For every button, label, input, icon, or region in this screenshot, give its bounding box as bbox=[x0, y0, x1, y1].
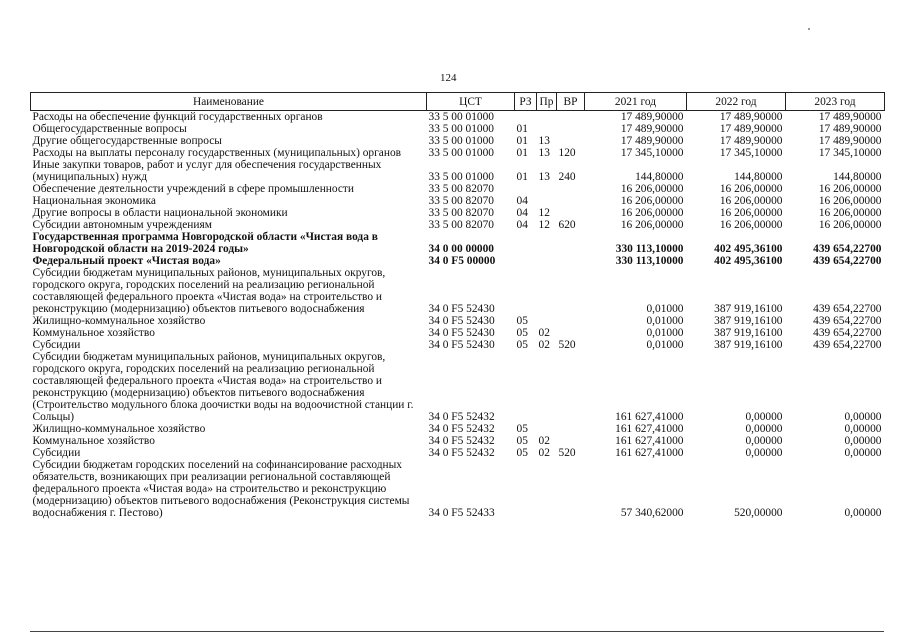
table-row bbox=[31, 339, 885, 351]
row-pr-cell: 13 bbox=[538, 147, 550, 159]
row-rz-cell: 04 bbox=[516, 207, 528, 219]
row-vr-cell bbox=[557, 111, 585, 124]
budget-table bbox=[30, 92, 885, 519]
row-pr-cell bbox=[537, 267, 557, 315]
row-vr-cell bbox=[557, 351, 585, 423]
row-2022-cell: 0,00000 bbox=[745, 447, 783, 459]
row-2022-cell: 17 489,90000 bbox=[719, 123, 783, 135]
row-vr-cell bbox=[557, 135, 585, 147]
row-vr-cell bbox=[557, 207, 585, 219]
table-row bbox=[31, 351, 885, 423]
row-2023-cell: 16 206,00000 bbox=[818, 183, 882, 195]
row-pr-cell: 13 bbox=[538, 171, 550, 183]
row-vr-cell bbox=[557, 195, 585, 207]
row-2023-cell: 439 654,22700 bbox=[813, 243, 882, 255]
row-2022-cell: 387 919,16100 bbox=[714, 339, 783, 351]
row-name-cell: Расходы на выплаты персоналу государственных (муниципальных) органов bbox=[32, 147, 402, 159]
row-vr-cell bbox=[557, 183, 585, 195]
row-pr-cell bbox=[537, 459, 557, 519]
table-row bbox=[31, 123, 885, 135]
row-2022-cell: 17 489,90000 bbox=[719, 111, 783, 123]
row-2021-cell: 57 340,62000 bbox=[620, 507, 684, 519]
row-2021-cell: 161 627,41000 bbox=[615, 447, 684, 459]
row-rz-cell: 05 bbox=[516, 315, 528, 327]
row-2023-cell: 439 654,22700 bbox=[813, 327, 882, 339]
row-rz-cell: 05 bbox=[516, 423, 528, 435]
row-name-cell: Иные закупки товаров, работ и услуг для обеспечения государственных (муниципальных) нужд bbox=[32, 159, 382, 183]
row-pr-cell: 02 bbox=[538, 435, 550, 447]
row-2022-cell: 16 206,00000 bbox=[719, 207, 783, 219]
row-2021-cell: 17 489,90000 bbox=[620, 123, 684, 135]
row-name-cell: Коммунальное хозяйство bbox=[32, 435, 155, 447]
table-body bbox=[31, 111, 885, 520]
table-row bbox=[31, 195, 885, 207]
row-vr-cell bbox=[557, 423, 585, 435]
row-vr-cell: 620 bbox=[558, 219, 576, 231]
row-pr-cell bbox=[537, 255, 557, 267]
row-rz-cell: 01 bbox=[516, 171, 528, 183]
row-cst-cell: 33 5 00 82070 bbox=[428, 195, 494, 207]
row-2022-cell: 0,00000 bbox=[745, 423, 783, 435]
row-2022-cell: 17 489,90000 bbox=[719, 135, 783, 147]
row-2023-cell: 439 654,22700 bbox=[813, 315, 882, 327]
row-vr-cell bbox=[557, 315, 585, 327]
row-cst-cell: 33 5 00 01000 bbox=[428, 147, 494, 159]
row-name-cell: Другие общегосударственные вопросы bbox=[32, 135, 222, 147]
row-cst-cell: 33 5 00 01000 bbox=[428, 135, 494, 147]
table-row bbox=[31, 231, 885, 255]
row-pr-cell: 13 bbox=[538, 135, 550, 147]
table-row bbox=[31, 159, 885, 183]
row-2022-cell: 17 345,10000 bbox=[719, 147, 783, 159]
row-name-cell: Коммунальное хозяйство bbox=[32, 327, 155, 339]
page-number: 124 bbox=[440, 72, 457, 84]
column-header-pr: Пр bbox=[537, 93, 557, 111]
row-2023-cell: 17 489,90000 bbox=[818, 123, 882, 135]
row-vr-cell bbox=[557, 231, 585, 255]
row-cst-cell: 33 5 00 01000 bbox=[428, 171, 494, 183]
column-header-vr: ВР bbox=[557, 93, 585, 111]
row-vr-cell bbox=[557, 255, 585, 267]
row-vr-cell: 240 bbox=[558, 171, 576, 183]
row-rz-cell bbox=[515, 231, 537, 255]
row-2023-cell: 17 345,10000 bbox=[818, 147, 882, 159]
row-cst-cell: 34 0 F5 52432 bbox=[428, 411, 495, 423]
column-header-rz: РЗ bbox=[515, 93, 537, 111]
row-cst-cell: 34 0 F5 52430 bbox=[428, 315, 495, 327]
row-2023-cell: 0,00000 bbox=[844, 507, 882, 519]
row-2022-cell: 16 206,00000 bbox=[719, 219, 783, 231]
column-header-cst: ЦСТ bbox=[427, 93, 515, 111]
row-2023-cell: 16 206,00000 bbox=[818, 195, 882, 207]
row-2022-cell: 144,80000 bbox=[734, 171, 783, 183]
table-row bbox=[31, 327, 885, 339]
row-cst-cell: 34 0 F5 52433 bbox=[428, 507, 495, 519]
row-2021-cell: 16 206,00000 bbox=[620, 195, 684, 207]
table-row bbox=[31, 267, 885, 315]
row-cst-cell: 34 0 F5 52432 bbox=[428, 447, 495, 459]
row-2022-cell: 0,00000 bbox=[745, 435, 783, 447]
row-rz-cell: 05 bbox=[516, 435, 528, 447]
row-2021-cell: 0,01000 bbox=[646, 327, 684, 339]
row-2021-cell: 17 489,90000 bbox=[620, 135, 684, 147]
row-cst-cell: 33 5 00 01000 bbox=[428, 123, 494, 135]
row-rz-cell: 01 bbox=[516, 135, 528, 147]
row-pr-cell: 12 bbox=[538, 207, 550, 219]
row-name-cell: Другие вопросы в области национальной экономики bbox=[32, 207, 288, 219]
row-vr-cell: 520 bbox=[558, 447, 576, 459]
row-cst-cell: 33 5 00 01000 bbox=[428, 111, 494, 123]
row-name-cell: Государственная программа Новгородской области «Чистая вода в Новгородской области на 2019-2024 годы» bbox=[32, 231, 378, 255]
row-name-cell: Субсидии bbox=[32, 339, 81, 351]
row-pr-cell: 02 bbox=[538, 327, 550, 339]
row-2021-cell: 16 206,00000 bbox=[620, 207, 684, 219]
row-name-cell: Расходы на обеспечение функций государственных органов bbox=[32, 111, 323, 123]
row-name-cell: Субсидии бюджетам городских поселений на софинансирование расходных обязательств, возникающих при реализации региональной составляющей федерального проекта «Чистая вода» на строительство и реконструкцию (модернизацию) объектов питьевого водоснабжения (Реконструкция системы водоснабжения г. Пестово) bbox=[32, 459, 410, 519]
row-2023-cell: 439 654,22700 bbox=[813, 255, 882, 267]
row-2021-cell: 161 627,41000 bbox=[615, 411, 684, 423]
column-header-name: Наименование bbox=[31, 93, 427, 111]
row-name-cell: Субсидии bbox=[32, 447, 81, 459]
row-2021-cell: 16 206,00000 bbox=[620, 219, 684, 231]
row-2022-cell: 16 206,00000 bbox=[719, 195, 783, 207]
row-rz-cell: 05 bbox=[516, 327, 528, 339]
row-2023-cell: 16 206,00000 bbox=[818, 207, 882, 219]
row-2023-cell: 0,00000 bbox=[844, 435, 882, 447]
row-2023-cell: 0,00000 bbox=[844, 411, 882, 423]
row-vr-cell bbox=[557, 435, 585, 447]
table-header-row bbox=[31, 93, 885, 111]
row-name-cell: Жилищно-коммунальное хозяйство bbox=[32, 315, 206, 327]
row-vr-cell bbox=[557, 459, 585, 519]
row-2023-cell: 16 206,00000 bbox=[818, 219, 882, 231]
row-cst-cell: 34 0 F5 52432 bbox=[428, 423, 495, 435]
bottom-rule bbox=[30, 631, 884, 632]
row-vr-cell bbox=[557, 267, 585, 315]
row-2023-cell: 0,00000 bbox=[844, 423, 882, 435]
row-cst-cell: 34 0 F5 52430 bbox=[428, 327, 495, 339]
row-name-cell: Общегосударственные вопросы bbox=[32, 123, 187, 135]
table-row bbox=[31, 207, 885, 219]
row-2021-cell: 17 345,10000 bbox=[620, 147, 684, 159]
row-2021-cell: 17 489,90000 bbox=[620, 111, 684, 123]
table-row bbox=[31, 183, 885, 195]
row-cst-cell: 34 0 F5 00000 bbox=[428, 255, 496, 267]
row-2022-cell: 0,00000 bbox=[745, 411, 783, 423]
column-header-2022: 2022 год bbox=[687, 93, 786, 111]
row-2023-cell: 0,00000 bbox=[844, 447, 882, 459]
column-header-2021: 2021 год bbox=[585, 93, 687, 111]
table-row bbox=[31, 423, 885, 435]
row-rz-cell: 01 bbox=[516, 147, 528, 159]
row-cst-cell: 34 0 F5 52430 bbox=[428, 303, 495, 315]
row-rz-cell: 05 bbox=[516, 339, 528, 351]
row-rz-cell bbox=[515, 351, 537, 423]
row-cst-cell: 33 5 00 82070 bbox=[428, 207, 494, 219]
row-2022-cell: 387 919,16100 bbox=[714, 303, 783, 315]
row-rz-cell bbox=[515, 255, 537, 267]
row-pr-cell bbox=[537, 423, 557, 435]
table-row bbox=[31, 111, 885, 124]
row-pr-cell bbox=[537, 195, 557, 207]
table-row bbox=[31, 315, 885, 327]
row-rz-cell bbox=[515, 111, 537, 124]
row-name-cell: Субсидии бюджетам муниципальных районов, муниципальных округов, городского округа, городских поселений на реализацию региональной составляющей федерального проекта «Чистая вода» на строительство и реконструкцию (модернизацию) объектов питьевого водоснабжения (Строительство модульного блока доочистки воды на водоочистной станции г. Сольцы) bbox=[32, 351, 414, 423]
row-pr-cell bbox=[537, 351, 557, 423]
row-2022-cell: 16 206,00000 bbox=[719, 183, 783, 195]
row-name-cell: Обеспечение деятельности учреждений в сфере промышленности bbox=[32, 183, 354, 195]
row-2021-cell: 144,80000 bbox=[635, 171, 684, 183]
row-name-cell: Национальная экономика bbox=[32, 195, 156, 207]
table-row bbox=[31, 135, 885, 147]
row-2023-cell: 17 489,90000 bbox=[818, 135, 882, 147]
row-2021-cell: 16 206,00000 bbox=[620, 183, 684, 195]
row-2023-cell: 439 654,22700 bbox=[813, 303, 882, 315]
table-row bbox=[31, 219, 885, 231]
row-2021-cell: 0,01000 bbox=[646, 339, 684, 351]
row-rz-cell bbox=[515, 459, 537, 519]
row-cst-cell: 33 5 00 82070 bbox=[428, 183, 494, 195]
column-header-2023: 2023 год bbox=[786, 93, 885, 111]
row-2021-cell: 161 627,41000 bbox=[615, 423, 684, 435]
row-pr-cell bbox=[537, 111, 557, 124]
row-pr-cell bbox=[537, 123, 557, 135]
row-name-cell: Субсидии автономным учреждениям bbox=[32, 219, 212, 231]
row-cst-cell: 34 0 F5 52430 bbox=[428, 339, 495, 351]
row-name-cell: Федеральный проект «Чистая вода» bbox=[32, 255, 221, 267]
row-vr-cell: 120 bbox=[558, 147, 576, 159]
row-pr-cell bbox=[537, 231, 557, 255]
row-pr-cell: 02 bbox=[538, 339, 550, 351]
table-row bbox=[31, 435, 885, 447]
row-cst-cell: 34 0 F5 52432 bbox=[428, 435, 495, 447]
row-2023-cell: 144,80000 bbox=[833, 171, 882, 183]
table-row bbox=[31, 447, 885, 459]
row-pr-cell bbox=[537, 183, 557, 195]
row-pr-cell: 12 bbox=[538, 219, 550, 231]
table-row bbox=[31, 459, 885, 519]
row-2021-cell: 330 113,10000 bbox=[615, 255, 684, 267]
row-2021-cell: 330 113,10000 bbox=[615, 243, 684, 255]
table-row bbox=[31, 147, 885, 159]
row-2021-cell: 161 627,41000 bbox=[615, 435, 684, 447]
row-cst-cell: 33 5 00 82070 bbox=[428, 219, 494, 231]
row-name-cell: Жилищно-коммунальное хозяйство bbox=[32, 423, 206, 435]
row-rz-cell: 04 bbox=[516, 219, 528, 231]
row-vr-cell bbox=[557, 327, 585, 339]
row-rz-cell bbox=[515, 183, 537, 195]
row-pr-cell: 02 bbox=[538, 447, 550, 459]
row-2022-cell: 387 919,16100 bbox=[714, 327, 783, 339]
row-vr-cell: 520 bbox=[558, 339, 576, 351]
row-cst-cell: 34 0 00 00000 bbox=[428, 243, 494, 255]
row-pr-cell bbox=[537, 315, 557, 327]
row-2022-cell: 402 495,36100 bbox=[714, 255, 783, 267]
row-2022-cell: 520,00000 bbox=[734, 507, 783, 519]
budget-table-container bbox=[30, 92, 884, 519]
row-rz-cell: 01 bbox=[516, 123, 528, 135]
row-2023-cell: 439 654,22700 bbox=[813, 339, 882, 351]
scan-speck bbox=[808, 28, 810, 30]
row-name-cell: Субсидии бюджетам муниципальных районов, муниципальных округов, городского округа, городских поселений на реализацию региональной составляющей федерального проекта «Чистая вода» на строительство и реконструкцию (модернизацию) объектов питьевого водоснабжения bbox=[32, 267, 386, 315]
row-2021-cell: 0,01000 bbox=[646, 315, 684, 327]
row-rz-cell: 04 bbox=[516, 195, 528, 207]
row-rz-cell: 05 bbox=[516, 447, 528, 459]
row-2022-cell: 402 495,36100 bbox=[714, 243, 783, 255]
row-2023-cell: 17 489,90000 bbox=[818, 111, 882, 123]
row-2022-cell: 387 919,16100 bbox=[714, 315, 783, 327]
table-row bbox=[31, 255, 885, 267]
row-2021-cell: 0,01000 bbox=[646, 303, 684, 315]
row-rz-cell bbox=[515, 267, 537, 315]
row-vr-cell bbox=[557, 123, 585, 135]
